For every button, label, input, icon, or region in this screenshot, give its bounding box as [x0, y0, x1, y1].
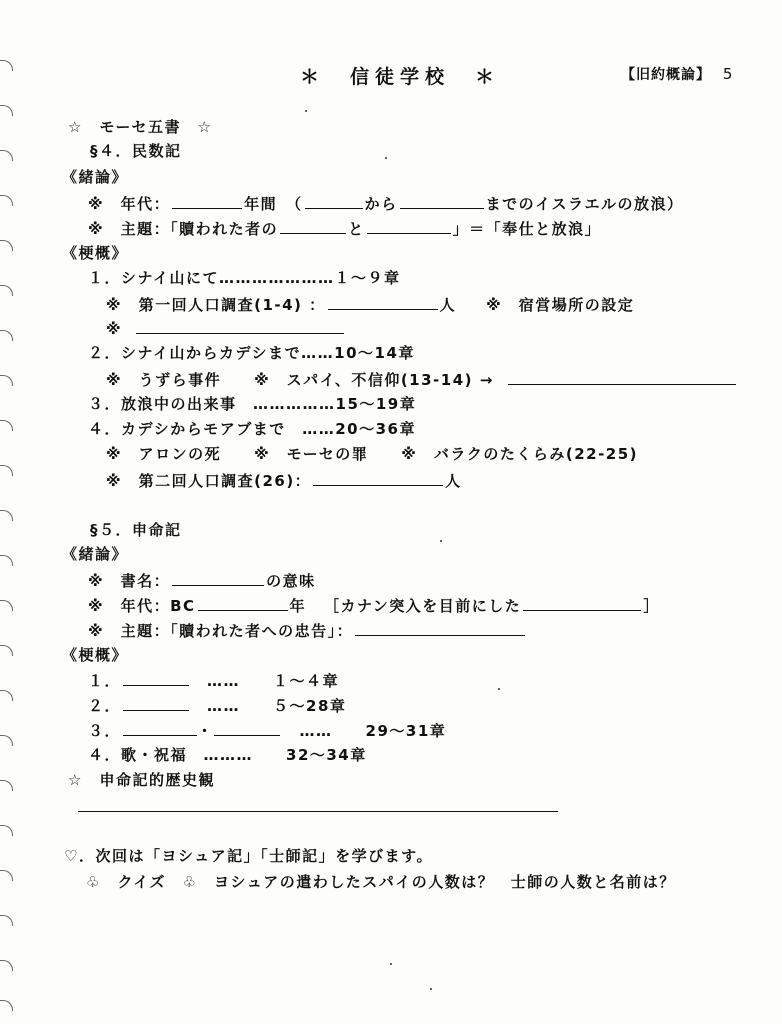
deut-theme-blank[interactable]: [355, 620, 525, 636]
deut-item2-range: …… ５～28章: [207, 697, 347, 715]
binder-hole-mark: [0, 825, 13, 836]
numbers-era-from-blank[interactable]: [305, 193, 363, 209]
deut-item2-number: ２．: [88, 697, 122, 715]
binder-hole-mark: [0, 195, 13, 206]
numbers-theme-blank-1[interactable]: [280, 218, 346, 234]
numbers-census-1-blank[interactable]: [328, 294, 438, 310]
numbers-item2-blank[interactable]: [508, 369, 736, 385]
numbers-item4-sub1: ※ アロンの死 ※ モーセの罪 ※ バラクのたくらみ(22-25): [106, 445, 639, 463]
numbers-item1-blank-line: [106, 318, 346, 339]
numbers-census-2-line: [106, 470, 462, 491]
numbers-census-1-label: ※ 第一回人口調査(1-4) ：: [106, 296, 326, 314]
quiz-line: ♧ クイズ ♧ ヨシュアの遣わしたスパイの人数は？ 士師の人数と名前は？: [86, 873, 676, 891]
binder-hole-mark: [0, 870, 13, 881]
history-view-answer-line[interactable]: [78, 811, 558, 812]
numbers-era-suffix: 年間 （: [244, 195, 303, 213]
binder-hole-mark: [0, 420, 13, 431]
deut-item3-range: …… 29～31章: [299, 722, 447, 740]
binder-hole-mark: [0, 285, 13, 296]
scan-speck: [498, 688, 500, 690]
deut-outline-item-2: [88, 695, 346, 716]
binder-hole-mark: [0, 105, 13, 116]
numbers-era-to-blank[interactable]: [400, 193, 484, 209]
binder-hole-mark: [0, 1000, 13, 1011]
numbers-outline-item-4: ４．カデシからモアブまで ……20～36章: [88, 420, 416, 438]
numbers-era-tail: までのイスラエルの放浪）: [485, 195, 684, 213]
binder-hole-mark: [0, 960, 13, 971]
course-name: 【旧約概論】: [621, 67, 711, 83]
scan-speck: [390, 963, 392, 965]
deut-era-blank[interactable]: [198, 595, 288, 611]
binder-hole-mark: [0, 375, 13, 386]
numbers-outline-item-1: １．シナイ山にて…………………１～９章: [88, 269, 401, 287]
deut-intro-label: 《緒論》: [62, 545, 129, 563]
deut-outline-item-4: ４．歌・祝福 ……… 32～34章: [88, 746, 367, 764]
numbers-theme-blank-2[interactable]: [367, 218, 451, 234]
deut-item1-number: １．: [88, 672, 122, 690]
numbers-intro-label: 《緒論》: [62, 168, 129, 186]
binder-hole-mark: [0, 555, 13, 566]
binder-hole-mark: [0, 510, 13, 521]
deut-name-line: [88, 570, 316, 591]
deut-item3-number: ３．: [88, 722, 122, 740]
deut-heading: §５．申命記: [90, 521, 182, 539]
binder-hole-mark: [0, 150, 13, 161]
deut-item3-blank-1[interactable]: [123, 720, 197, 736]
deut-outline-label: 《梗概》: [62, 646, 129, 664]
deut-name-blank[interactable]: [172, 570, 264, 586]
deut-item3-dot: ・: [197, 722, 214, 740]
deut-outline-item-1: [88, 670, 339, 691]
binder-hole-mark: [0, 780, 13, 791]
binder-hole-mark: [0, 690, 13, 701]
deut-era-context-blank[interactable]: [523, 595, 641, 611]
binder-hole-mark: [0, 915, 13, 926]
binder-hole-mark: [0, 330, 13, 341]
course-label: [621, 64, 733, 84]
binder-hole-mark: [0, 60, 13, 71]
scan-speck: [430, 988, 432, 990]
deut-name-suffix: の意味: [266, 572, 316, 590]
deut-theme-line: [88, 620, 527, 641]
numbers-census-2-label: ※ 第二回人口調査(26)：: [106, 472, 312, 490]
scan-speck: [305, 110, 307, 112]
binder-hole-mark: [0, 240, 13, 251]
binder-hole-mark: [0, 645, 13, 656]
numbers-census-2-unit: 人: [445, 472, 462, 490]
deut-era-suffix: 年: [289, 597, 307, 615]
numbers-item1-sub2-blank[interactable]: [136, 318, 344, 334]
numbers-theme-prefix: ※ 主題：「贖われた者の: [88, 220, 279, 238]
numbers-theme-tail: 」＝「奉仕と放浪」: [452, 220, 602, 238]
numbers-heading: §４．民数記: [90, 142, 182, 160]
deut-outline-item-3: [88, 720, 446, 741]
binder-hole-mark: [0, 465, 13, 476]
deut-item1-blank[interactable]: [123, 670, 189, 686]
binder-hole-mark: [0, 735, 13, 746]
numbers-outline-item-3: ３．放浪中の出来事 ……………15～19章: [88, 395, 417, 413]
next-lesson-note: ♡．次回は「ヨシュア記」「士師記」を学びます。: [64, 847, 433, 865]
numbers-era-prefix: ※ 年代：: [88, 195, 171, 213]
deut-item3-blank-2[interactable]: [214, 720, 280, 736]
binder-hole-mark: [0, 600, 13, 611]
numbers-theme-and: と: [348, 220, 365, 238]
deut-era-bracket: ［カナン突入を目前にした: [324, 597, 522, 615]
numbers-census-2-blank[interactable]: [313, 470, 443, 486]
numbers-census-1-line: [106, 294, 634, 315]
deut-history-view: ☆ 申命記的歴史観: [68, 771, 215, 789]
deut-era-prefix: ※ 年代：BC: [88, 597, 196, 615]
pentateuch-heading: ☆ モーセ五書 ☆: [68, 118, 213, 136]
numbers-item1-sub2-mark: ※: [106, 320, 123, 338]
numbers-camp-setting: ※ 宿営場所の設定: [486, 296, 635, 314]
deut-era-close: ］: [643, 597, 660, 615]
numbers-era-years-blank[interactable]: [172, 193, 242, 209]
deut-theme-prefix: ※ 主題：「贖われた者への忠告」：: [88, 622, 354, 640]
deut-item2-blank[interactable]: [123, 695, 189, 711]
page-title: ＊ 信徒学校 ＊: [300, 66, 501, 88]
deut-name-prefix: ※ 書名：: [88, 572, 171, 590]
numbers-outline-label: 《梗概》: [62, 244, 129, 262]
page-number: 5: [722, 65, 734, 83]
scan-speck: [440, 540, 442, 542]
numbers-item2-sub: ※ うずら事件 ※ スパイ、不信仰(13-14) →: [106, 371, 494, 389]
numbers-item2-sub-line: [106, 369, 738, 390]
numbers-era-from: から: [364, 195, 398, 213]
numbers-theme-line: [88, 218, 601, 239]
numbers-era-line: [88, 193, 683, 214]
scan-speck: [385, 157, 387, 159]
numbers-census-1-unit: 人: [439, 296, 457, 314]
deut-era-line: [88, 595, 660, 616]
numbers-outline-item-2: ２．シナイ山からカデシまで……10～14章: [88, 344, 415, 362]
deut-item1-range: …… １～４章: [207, 672, 340, 690]
